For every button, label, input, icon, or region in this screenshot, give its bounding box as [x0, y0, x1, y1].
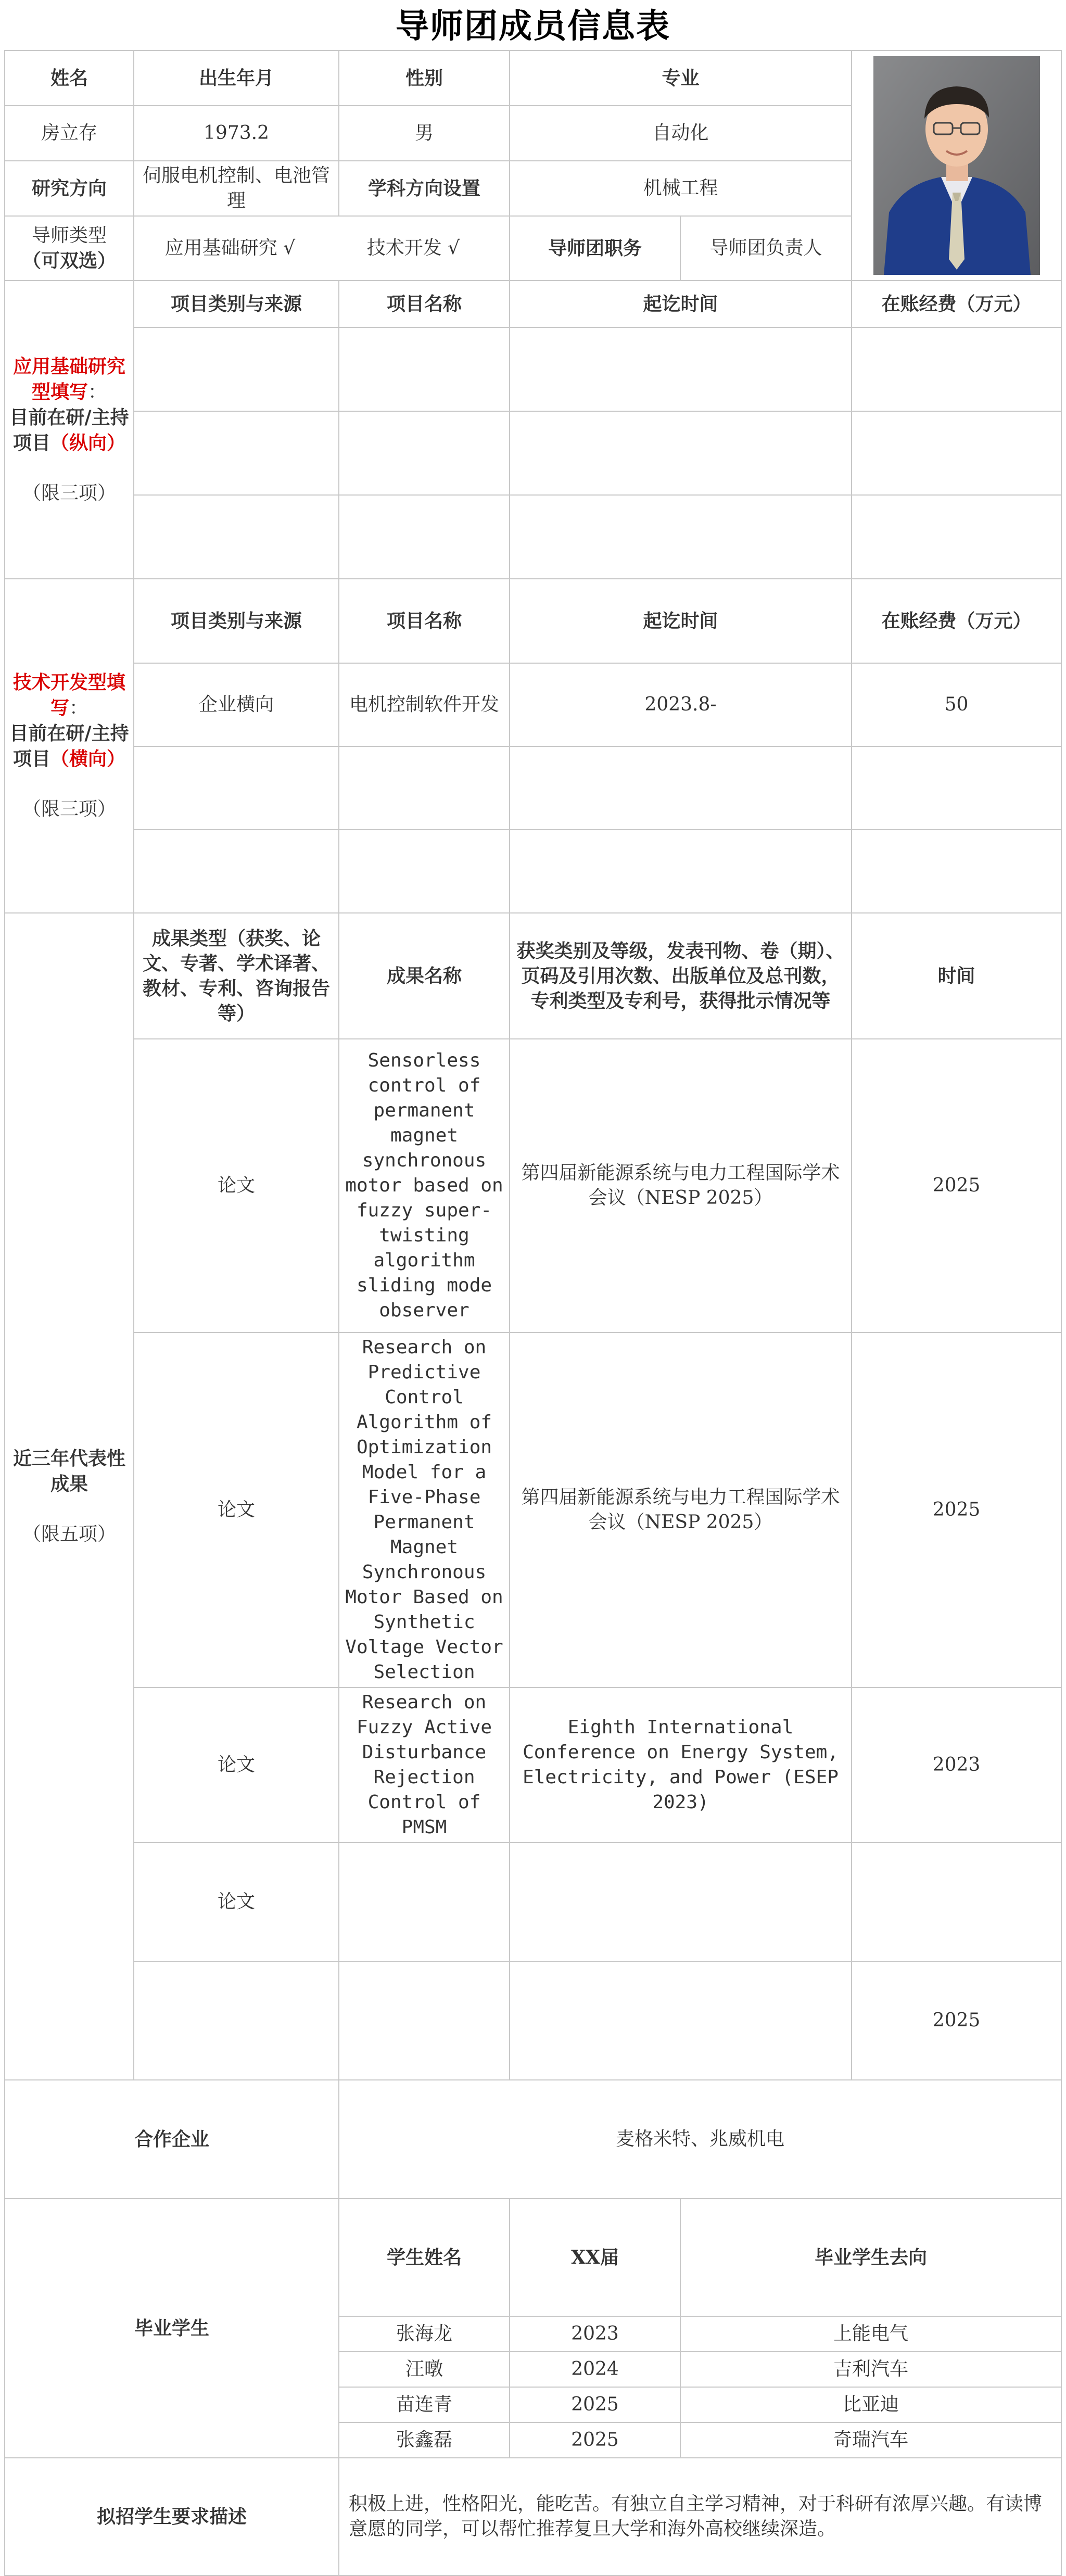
table-cell [134, 830, 339, 913]
table-cell: 2025 [510, 2422, 680, 2458]
table-cell: 50 [852, 663, 1061, 746]
name-label: 姓名 [5, 50, 134, 106]
graduates-label: 毕业学生 [5, 2199, 339, 2458]
achievements-label-title: 近三年代表性成果 [12, 1448, 125, 1495]
table-cell: 苗连青 [339, 2387, 510, 2422]
table-cell [339, 746, 510, 830]
table-cell [339, 327, 510, 411]
requirements-value: 积极上进，性格阳光，能吃苦。有独立自主学习精神，对于科研有浓厚兴趣。有读博意愿的同学，可以帮忙推荐复旦大学和海外高校继续深造。 [339, 2458, 1061, 2575]
basic-projects-label [5, 281, 134, 579]
table-cell: 企业横向 [134, 663, 339, 746]
research-value: 伺服电机控制、电池管理 [134, 161, 339, 216]
table-cell [134, 411, 339, 495]
achievements-label [5, 913, 134, 2080]
tech-projects-header: 在账经费（万元） [852, 579, 1061, 663]
cooperation-value: 麦格米特、兆威机电 [339, 2080, 1061, 2199]
achievement-title [339, 1961, 510, 2080]
table-cell: 电机控制软件开发 [339, 663, 510, 746]
table-cell [852, 495, 1061, 579]
tutor-type-tech: 技术开发 √ [366, 237, 460, 259]
table-cell [339, 411, 510, 495]
position-label: 导师团职务 [510, 216, 680, 281]
document-title: 导师团成员信息表 [396, 7, 670, 46]
basic-projects-header: 项目名称 [339, 281, 510, 327]
graduates-header: XX届 [510, 2199, 680, 2316]
tutor-type-label [5, 216, 134, 281]
graduates-header: 学生姓名 [339, 2199, 510, 2316]
portrait-photo [873, 56, 1040, 275]
birth-label: 出生年月 [134, 50, 339, 106]
tutor-type-options [134, 216, 510, 281]
table-cell: 2025 [510, 2387, 680, 2422]
requirements-label: 拟招学生要求描述 [5, 2458, 339, 2575]
table-cell [339, 830, 510, 913]
tech-projects-label-type: （横向） [50, 748, 126, 770]
name-value: 房立存 [5, 106, 134, 161]
info-table [4, 50, 1062, 2576]
table-cell: 2023 [852, 1687, 1061, 1843]
tech-projects-label [5, 579, 134, 913]
table-cell: 论文 [134, 1039, 339, 1333]
basic-projects-label-limit: （限三项） [22, 482, 116, 504]
achievements-header: 获奖类别及等级，发表刊物、卷（期）、页码及引用次数、出版单位及总刊数，专利类型及专利号，获得批示情况等 [510, 913, 852, 1039]
tutor-type-label-text: 导师类型 [31, 224, 107, 246]
tech-projects-header: 项目名称 [339, 579, 510, 663]
table-cell: 第四届新能源系统与电力工程国际学术会议（NESP 2025） [510, 1333, 852, 1687]
table-cell: 张海龙 [339, 2316, 510, 2352]
basic-projects-label-type: （纵向） [50, 432, 126, 454]
tech-projects-label-title: 技术开发型填写 [12, 671, 125, 719]
table-cell [852, 1843, 1061, 1961]
discipline-label: 学科方向设置 [339, 161, 510, 216]
table-cell: 比亚迪 [680, 2387, 1061, 2422]
table-cell [510, 746, 852, 830]
tech-projects-label-sub: 目前在研/主持项目 [9, 722, 129, 770]
table-cell [852, 830, 1061, 913]
table-cell [510, 830, 852, 913]
gender-label: 性别 [339, 50, 510, 106]
table-cell: 上能电气 [680, 2316, 1061, 2352]
achievements-header: 时间 [852, 913, 1061, 1039]
table-cell: 论文 [134, 1333, 339, 1687]
major-label: 专业 [510, 50, 852, 106]
basic-projects-label-colon: ： [88, 381, 107, 403]
table-cell [134, 1961, 339, 2080]
table-cell: 论文 [134, 1843, 339, 1961]
achievement-title: Research on Fuzzy Active Disturbance Rejection Control of PMSM [339, 1687, 510, 1843]
birth-value: 1973.2 [134, 106, 339, 161]
table-cell: 2024 [510, 2352, 680, 2387]
major-value: 自动化 [510, 106, 852, 161]
tutor-type-basic: 应用基础研究 √ [164, 237, 296, 259]
position-value: 导师团负责人 [680, 216, 852, 281]
photo-cell [852, 50, 1061, 281]
table-cell: 2025 [852, 1039, 1061, 1333]
table-cell [134, 327, 339, 411]
graduates-header: 毕业学生去向 [680, 2199, 1061, 2316]
basic-projects-header: 在账经费（万元） [852, 281, 1061, 327]
tech-projects-header: 项目类别与来源 [134, 579, 339, 663]
table-cell [852, 411, 1061, 495]
basic-projects-header: 起讫时间 [510, 281, 852, 327]
table-cell [510, 495, 852, 579]
table-cell: 2025 [852, 1961, 1061, 2080]
tech-projects-header: 起讫时间 [510, 579, 852, 663]
table-cell: 张鑫磊 [339, 2422, 510, 2458]
table-cell: 吉利汽车 [680, 2352, 1061, 2387]
table-cell [510, 1843, 852, 1961]
table-cell: 2025 [852, 1333, 1061, 1687]
achievements-label-limit: （限五项） [22, 1524, 116, 1545]
table-cell: 论文 [134, 1687, 339, 1843]
tech-projects-label-colon: ： [69, 697, 88, 719]
table-cell: 2023 [510, 2316, 680, 2352]
gender-value: 男 [339, 106, 510, 161]
table-cell: 汪暾 [339, 2352, 510, 2387]
table-cell: 2023.8- [510, 663, 852, 746]
table-cell [134, 495, 339, 579]
basic-projects-label-sub: 目前在研/主持项目 [9, 406, 129, 454]
achievement-title [339, 1843, 510, 1961]
table-cell [852, 327, 1061, 411]
table-cell: 第四届新能源系统与电力工程国际学术会议（NESP 2025） [510, 1039, 852, 1333]
table-cell [852, 746, 1061, 830]
basic-projects-header: 项目类别与来源 [134, 281, 339, 327]
table-cell [134, 746, 339, 830]
cooperation-label: 合作企业 [5, 2080, 339, 2199]
tech-projects-label-limit: （限三项） [22, 798, 116, 820]
table-cell [510, 327, 852, 411]
table-cell: 奇瑞汽车 [680, 2422, 1061, 2458]
discipline-value: 机械工程 [510, 161, 852, 216]
achievement-title: Research on Predictive Control Algorithm of Optimization Model for a Five-Phase Permanent Magnet Synchronous Motor Based on Synthetic Voltage Vector Selection [339, 1333, 510, 1687]
table-cell [339, 495, 510, 579]
table-cell: Eighth International Conference on Energy System, Electricity, and Power (ESEP 2023) [510, 1687, 852, 1843]
research-label: 研究方向 [5, 161, 134, 216]
table-cell [510, 411, 852, 495]
basic-projects-label-title: 应用基础研究型填写 [12, 355, 125, 403]
achievement-title: Sensorless control of permanent magnet synchronous motor based on fuzzy super-twisting algorithm sliding mode observer [339, 1039, 510, 1333]
achievements-header: 成果类型（获奖、论文、专著、学术译著、教材、专利、咨询报告等） [134, 913, 339, 1039]
table-cell [510, 1961, 852, 2080]
achievements-header: 成果名称 [339, 913, 510, 1039]
tutor-type-label-note: （可双选） [22, 249, 116, 272]
